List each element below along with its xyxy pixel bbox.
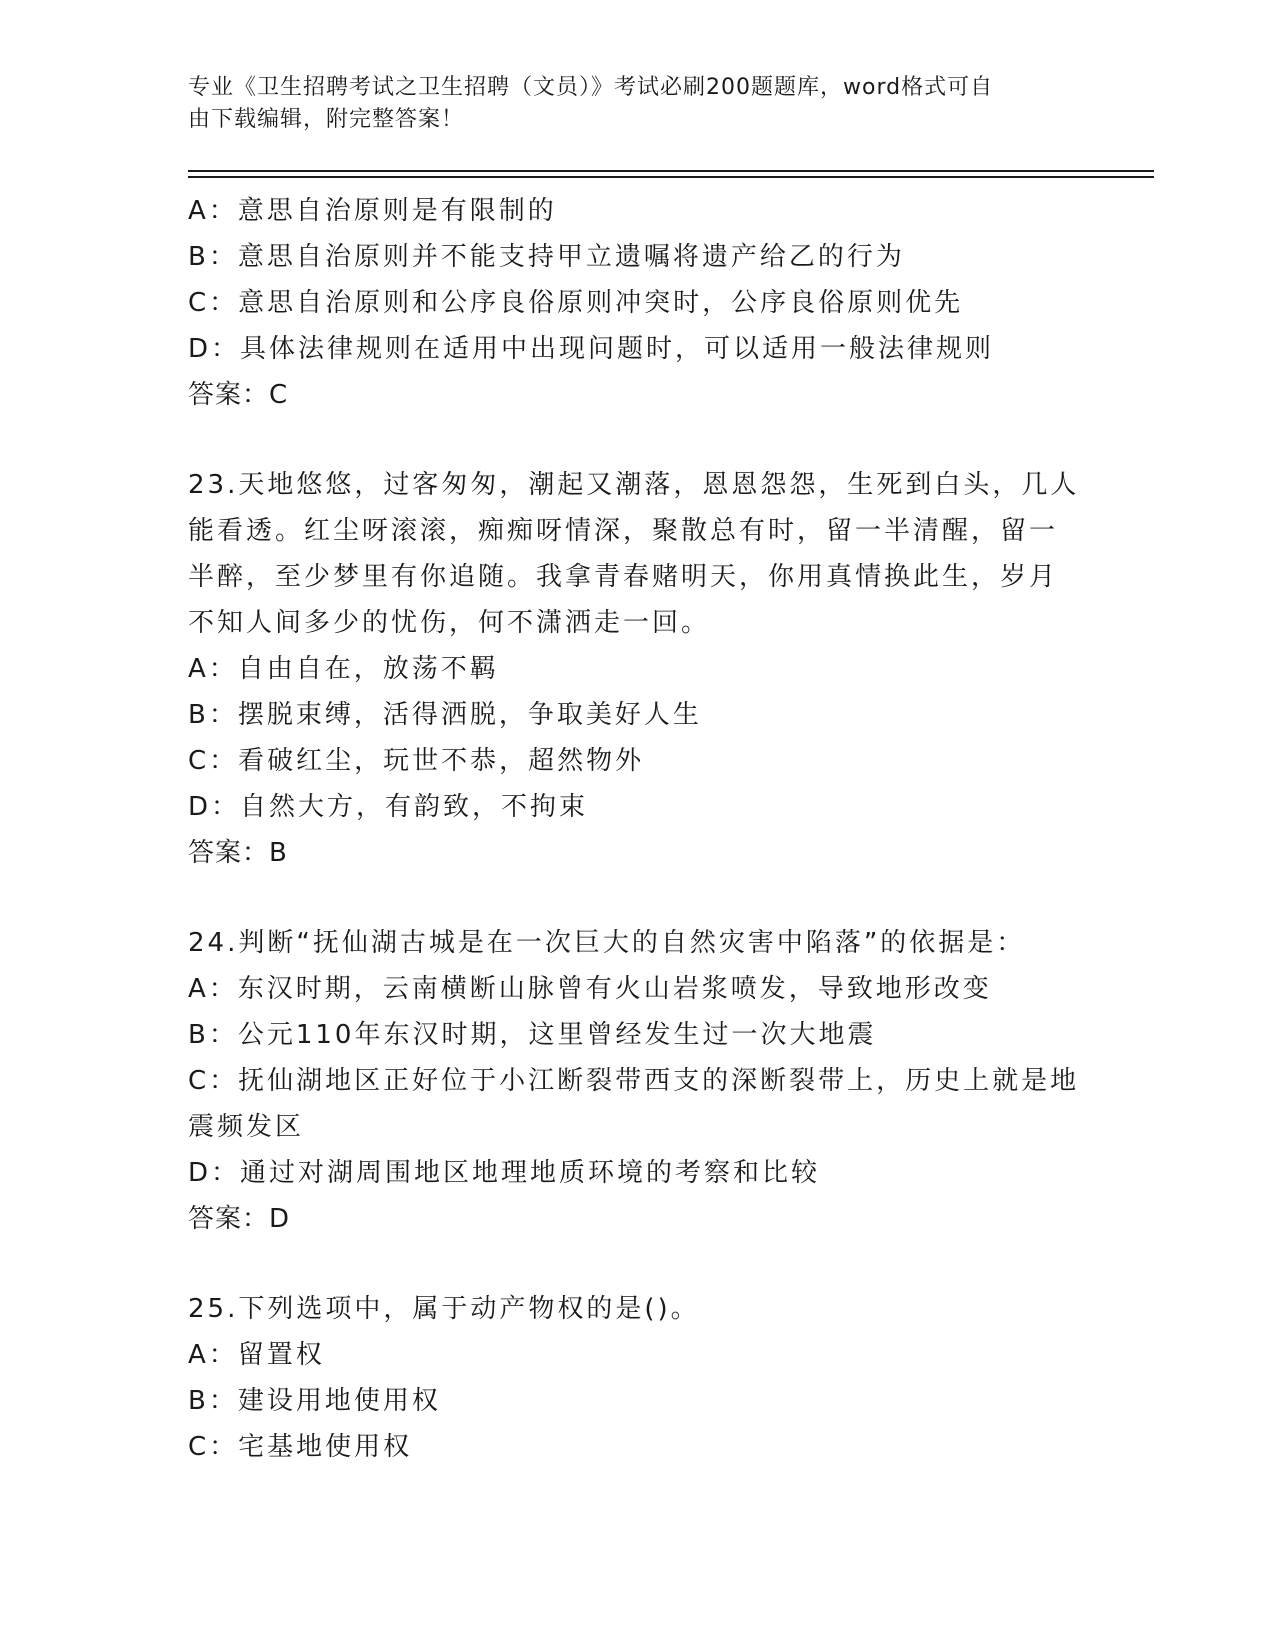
question-24: [188, 920, 1088, 1242]
option-c: C：看破红尘，玩世不恭，超然物外: [188, 746, 645, 776]
document-header: [188, 72, 1068, 136]
option-b: B：摆脱束缚，活得洒脱，争取美好人生: [188, 700, 702, 730]
option-c: C：意思自治原则和公序良俗原则冲突时，公序良俗原则优先: [188, 288, 964, 318]
option-b: B：意思自治原则并不能支持甲立遗嘱将遗产给乙的行为: [188, 242, 905, 272]
option-b: B：公元110年东汉时期，这里曾经发生过一次大地震: [188, 1020, 877, 1050]
question-23: [188, 462, 1088, 876]
question-stem-line: 不知人间多少的忧伤，何不潇洒走一回。: [188, 608, 711, 638]
option-c: C：宅基地使用权: [188, 1432, 413, 1462]
header-divider-bottom: [188, 176, 1154, 178]
option-d: D：具体法律规则在适用中出现问题时，可以适用一般法律规则: [188, 334, 995, 364]
option-d: D：自然大方，有韵致，不拘束: [188, 792, 589, 822]
option-a: A：东汉时期，云南横断山脉曾有火山岩浆喷发，导致地形改变: [188, 974, 992, 1004]
question-stem-line: 能看透。红尘呀滚滚，痴痴呀情深，聚散总有时，留一半清醒，留一: [188, 516, 1059, 546]
header-line-1: 专业《卫生招聘考试之卫生招聘（文员）》考试必刷200题题库，word格式可自: [188, 75, 994, 100]
question-22: [188, 188, 1088, 418]
option-c: C：抚仙湖地区正好位于小江断裂带西支的深断裂带上，历史上就是地: [188, 1066, 1080, 1096]
question-stem-line: 25.下列选项中，属于动产物权的是()。: [188, 1294, 700, 1324]
option-d: D：通过对湖周围地区地理地质环境的考察和比较: [188, 1158, 821, 1188]
header-divider-top: [188, 170, 1154, 172]
question-stem-line: 24.判断“抚仙湖古城是在一次巨大的自然灾害中陷落”的依据是：: [188, 928, 1026, 958]
question-stem-line: 23.天地悠悠，过客匆匆，潮起又潮落，恩恩怨怨，生死到白头，几人: [188, 470, 1080, 500]
question-stem-line: 半醉，至少梦里有你追随。我拿青春赌明天，你用真情换此生，岁月: [188, 562, 1059, 592]
answer: 答案：B: [188, 838, 288, 868]
header-line-2: 由下载编辑，附完整答案！: [188, 107, 465, 132]
option-a: A：留置权: [188, 1340, 325, 1370]
answer: 答案：C: [188, 380, 289, 410]
option-c-continued: 震频发区: [188, 1112, 305, 1142]
option-b: B：建设用地使用权: [188, 1386, 441, 1416]
question-list: [188, 188, 1088, 1470]
question-25: [188, 1286, 1088, 1470]
option-a: A：意思自治原则是有限制的: [188, 196, 557, 226]
answer: 答案：D: [188, 1204, 291, 1234]
option-a: A：自由自在，放荡不羁: [188, 654, 499, 684]
